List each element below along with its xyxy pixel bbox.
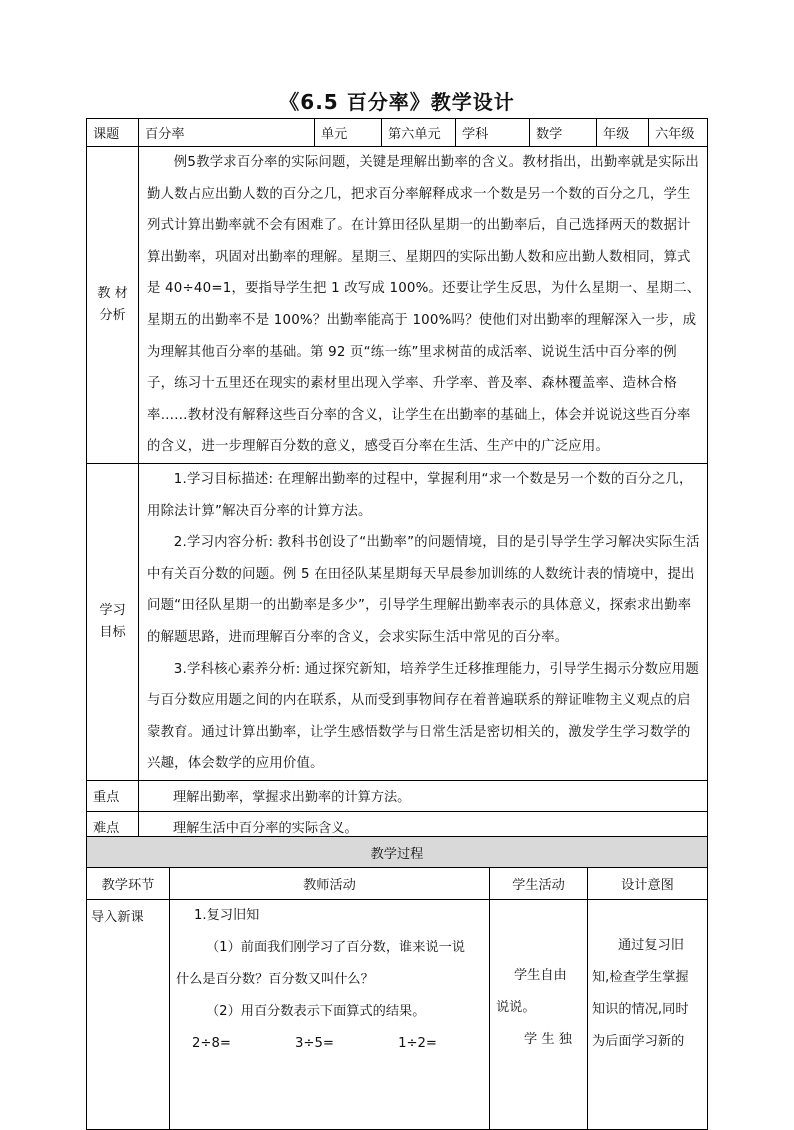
goals-label-line2: 目标 [99, 624, 126, 640]
intent-cell [588, 900, 708, 1130]
col-stage: 教学环节 [87, 868, 170, 900]
teacher-line: （2）用百分数表示下面算式的结果。 [206, 1004, 426, 1019]
student-line: 学生自由 [514, 968, 567, 983]
page-title: 《6.5 百分率》教学设计 [279, 90, 515, 114]
teacher-cell [170, 900, 490, 1130]
intent-line: 为后面学习新的 [592, 1034, 685, 1049]
difficulty-text: 理解生活中百分率的实际含义。 [139, 811, 708, 842]
goals-paragraph-2: 2.学习内容分析: 教科书创设了“出勤率”的问题情境，目的是引导学生学习解决实际生活中有关百分数的问题。例 5 在田径队某星期每天早晨参加训练的人数统计表的情境中，提出问题“田径队星期一的出勤率是多少”，引导学生理解出勤率表示的具体意义，探索求出勤率的解题思路，进而理解百分率的含义，会求实际生活中常见的百分率。 [147, 535, 700, 645]
teacher-line: 1.复习旧知 [194, 908, 260, 923]
difficulty-label: 难点 [87, 811, 139, 842]
goals-content [139, 463, 708, 780]
key-point-label: 重点 [87, 780, 139, 811]
course-label: 课题 [87, 119, 139, 147]
analysis-label [87, 147, 139, 464]
analysis-content [139, 147, 708, 464]
teacher-line: 什么是百分数？百分数又叫什么？ [176, 972, 374, 987]
equation-row [170, 1028, 489, 1060]
student-line: 学 生 独 [524, 1032, 572, 1047]
stage-cell [87, 900, 170, 1130]
process-header-row [87, 837, 708, 868]
info-table [86, 118, 708, 843]
analysis-row [87, 147, 708, 464]
intent-line: 知识的情况,同时 [592, 1002, 689, 1017]
analysis-text: 例5教学求百分率的实际问题，关键是理解出勤率的含义。教材指出，出勤率就是实际出勤人数占应出勤人数的百分之几，把求百分率解释成求一个数是另一个数的百分之几，学生列式计算出勤率就不会有困难了。在计算田径队星期一的出勤率后，自己选择两天的数据计算出勤率，巩固对出勤率的理解。星期三、星期四的实际出勤人数和应出勤人数相同，算式是 40÷40=1，要指导学生把 1 改写成 100%。还要让学生反思，为什么星期一、星期二、星期五的出勤率不是 100%？出勤率能高于 100%吗？使他们对出勤率的理解深入一步，成为理解其他百分率的基础。第 92 页“练一练”里求树苗的成活率、说说生活中百分率的例子，练习十五里还在现实的素材里出现入学率、升学率、普及率、森林覆盖率、造林合格率……教材没有解释这些百分率的含义，让学生在出勤率的基础上，体会并说说这些百分率的含义，进一步理解百分数的意义，感受百分率在生活、生产中的广泛应用。 [147, 155, 701, 455]
teacher-line: （1）前面我们刚学习了百分数，谁来说一说 [206, 940, 465, 955]
subject-value: 数学 [530, 119, 597, 147]
process-header: 教学过程 [87, 837, 708, 868]
grade-label: 年级 [597, 119, 649, 147]
col-student: 学生活动 [490, 868, 588, 900]
process-row [87, 900, 708, 1130]
goals-paragraph-3: 3.学科核心素养分析: 通过探究新知，培养学生迁移推理能力，引导学生揭示分数应用题与百分数应用题之间的内在联系，从而受到事物间存在着普遍联系的辩证唯物主义观点的启蒙教育。通过计算出勤率，让学生感悟数学与日常生活是密切相关的，激发学生学习数学的兴趣，体会数学的应用价值。 [147, 661, 699, 772]
process-column-headers [87, 868, 708, 900]
goals-paragraph-1: 1.学习目标描述: 在理解出勤率的过程中，掌握利用“求一个数是另一个数的百分之几，用除法计算”解决百分率的计算方法。 [147, 471, 693, 519]
col-intent: 设计意图 [588, 868, 708, 900]
analysis-label-line1: 教 材 [97, 285, 128, 301]
student-line: 说说。 [496, 1000, 536, 1015]
course-value: 百分率 [139, 119, 315, 147]
info-row [87, 119, 708, 147]
subject-label: 学科 [456, 119, 530, 147]
equation: 3÷5= [295, 1036, 334, 1051]
col-teacher: 教师活动 [170, 868, 490, 900]
unit-label: 单元 [315, 119, 382, 147]
process-table [86, 836, 708, 1130]
key-point-text: 理解出勤率，掌握求出勤率的计算方法。 [139, 780, 708, 811]
goals-label-line1: 学习 [99, 602, 126, 618]
equation: 2÷8= [192, 1036, 231, 1051]
intent-line: 通过复习旧 [618, 938, 684, 953]
goals-row [87, 463, 708, 780]
intent-line: 知,检查学生掌握 [592, 970, 689, 985]
goals-label [87, 463, 139, 780]
stage-text: 导入新课 [91, 910, 144, 925]
student-cell [490, 900, 588, 1130]
analysis-label-line2: 分析 [99, 307, 126, 323]
grade-value: 六年级 [649, 119, 708, 147]
equation: 1÷2= [398, 1036, 437, 1051]
unit-value: 第六单元 [382, 119, 456, 147]
key-point-row [87, 780, 708, 811]
